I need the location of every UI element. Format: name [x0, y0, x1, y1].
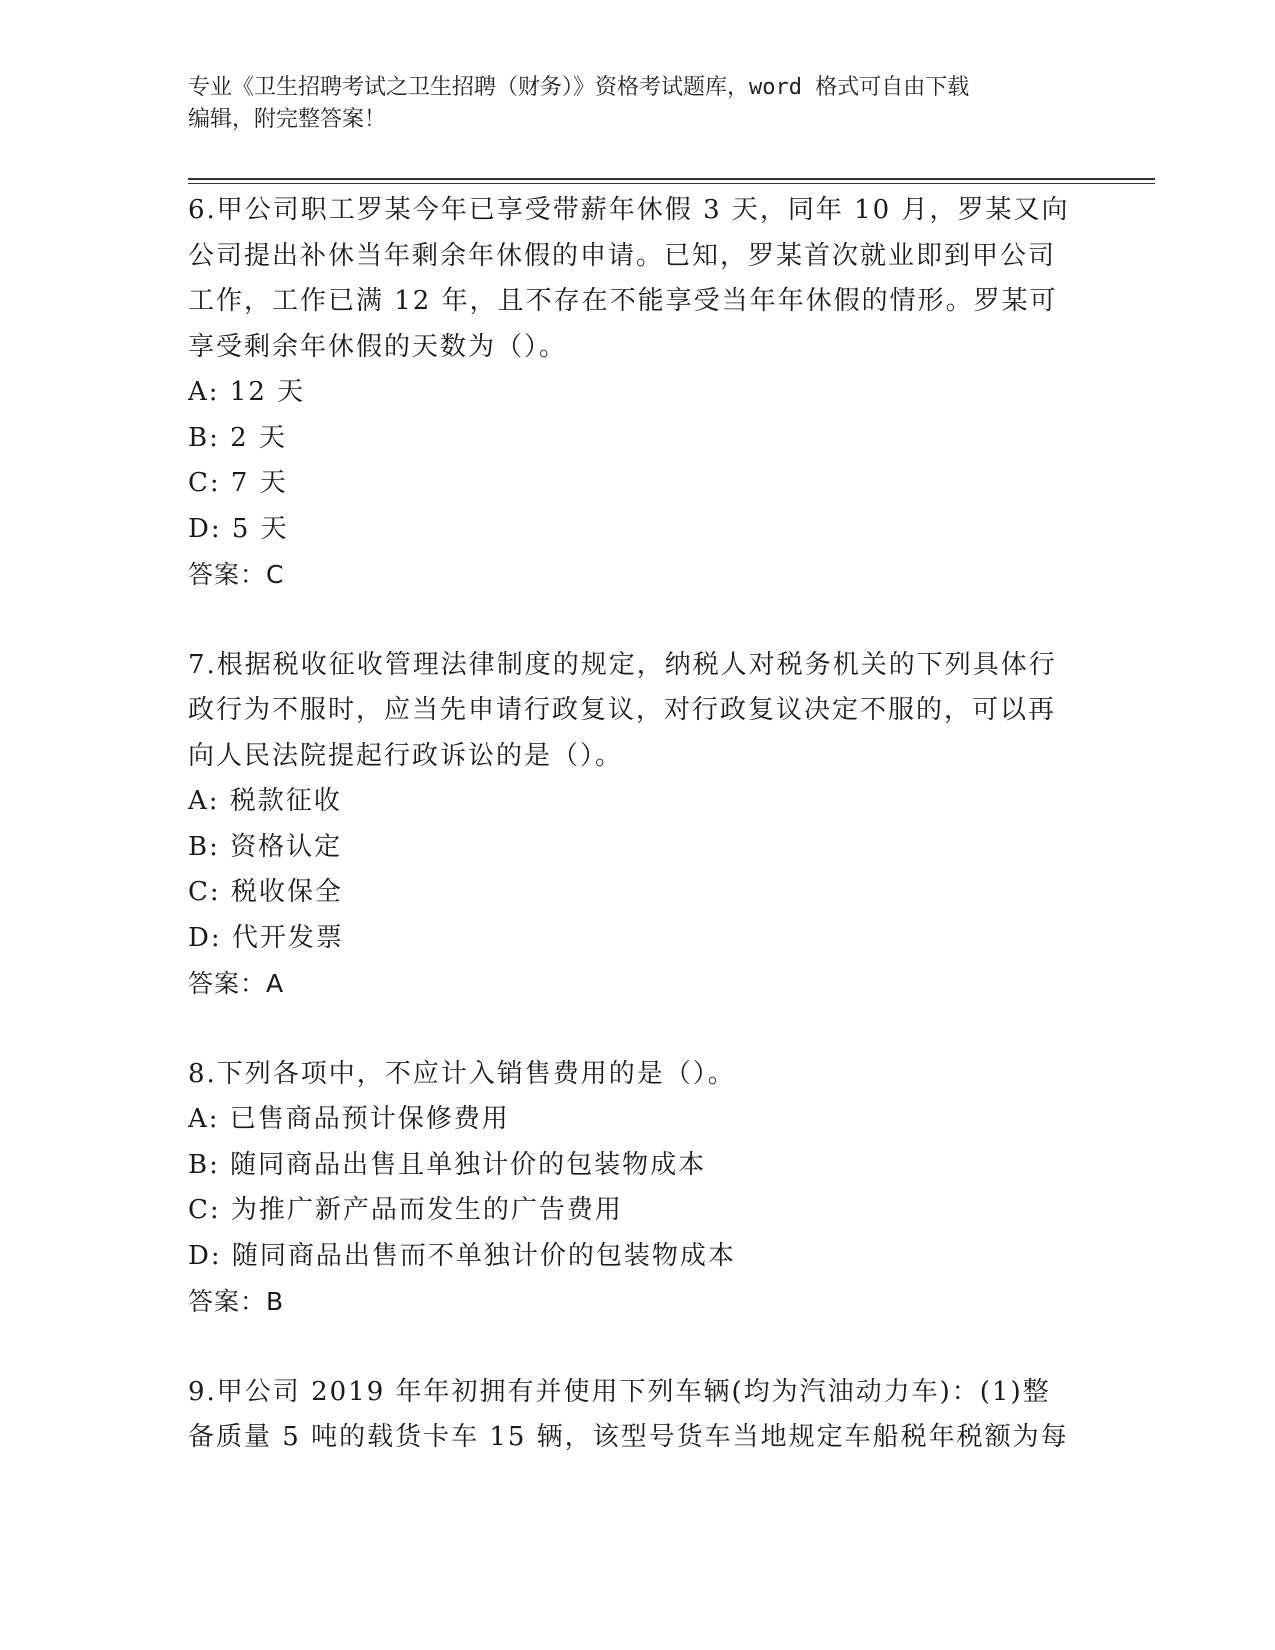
answer: 答案：B — [188, 1287, 285, 1316]
option-c: C: 税收保全 — [188, 877, 343, 907]
option-b: B: 资格认定 — [188, 831, 343, 862]
option-c: C: 7 天 — [188, 468, 288, 498]
option-c: C: 为推广新产品而发生的广告费用 — [188, 1195, 623, 1225]
header-line-2: 编辑，附完整答案！ — [188, 107, 387, 132]
option-d: D: 代开发票 — [188, 922, 344, 953]
option-a: A: 税款征收 — [188, 786, 342, 816]
answer: 答案：A — [188, 969, 285, 998]
option-a: A: 已售商品预计保修费用 — [188, 1104, 510, 1134]
option-b: B: 随同商品出售且单独计价的包装物成本 — [188, 1149, 707, 1180]
question-text: 9.甲公司 2019 年年初拥有并使用下列车辆(均为汽油动力车)：(1)整备质量 5 吨的载货卡车 15 辆，该型号货车当地规定车船税年税额为每 — [188, 1376, 1069, 1452]
document-header — [188, 72, 1068, 136]
question-list — [188, 188, 1078, 1461]
header-divider-thick — [188, 178, 1155, 180]
option-b: B: 2 天 — [188, 422, 287, 453]
option-d: D: 随同商品出售而不单独计价的包装物成本 — [188, 1240, 736, 1271]
question-6 — [188, 188, 1078, 598]
header-line-1: 专业《卫生招聘考试之卫生招聘（财务）》资格考试题库，word 格式可自由下载 — [188, 75, 970, 100]
header-divider-thin — [188, 183, 1155, 184]
question-7 — [188, 643, 1078, 1007]
question-text: 8.下列各项中，不应计入销售费用的是（）。 — [188, 1058, 736, 1089]
question-text: 7.根据税收征收管理法律制度的规定，纳税人对税务机关的下列具体行政行为不服时，应当先申请行政复议，对行政复议决定不服的，可以再向人民法院提起行政诉讼的是（）。 — [188, 649, 1057, 771]
option-a: A: 12 天 — [188, 377, 306, 407]
question-8 — [188, 1052, 1078, 1325]
option-d: D: 5 天 — [188, 513, 289, 544]
question-9 — [188, 1370, 1078, 1461]
answer: 答案：C — [188, 560, 285, 589]
question-text: 6.甲公司职工罗某今年已享受带薪年休假 3 天，同年 10 月，罗某又向公司提出补休当年剩余年休假的申请。已知，罗某首次就业即到甲公司工作，工作已满 12 年，且不存在不能享受当年年休假的情形。罗某可享受剩余年休假的天数为（）。 — [188, 195, 1070, 362]
